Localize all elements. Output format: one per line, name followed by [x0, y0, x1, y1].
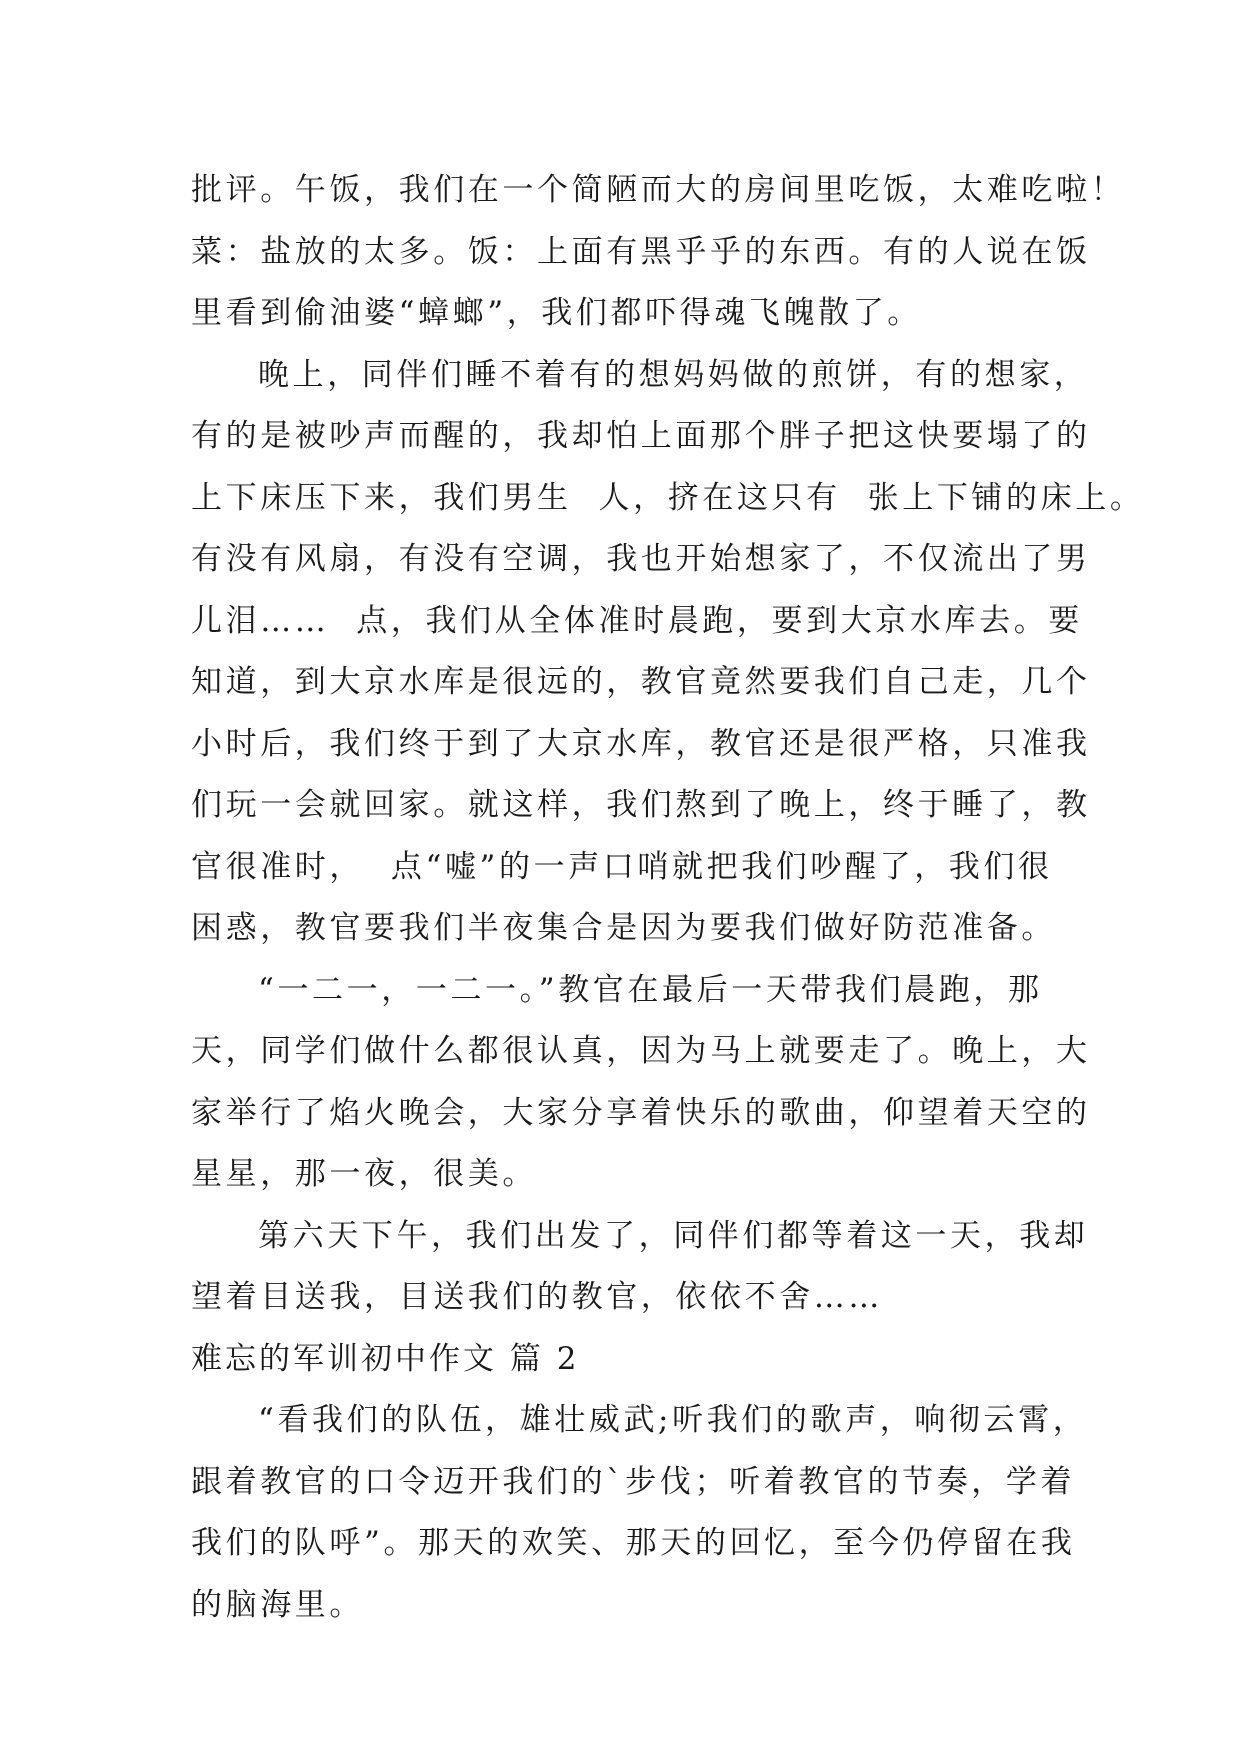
text-line: 的脑海里。: [191, 1586, 364, 1623]
text-line: 上下床压下来，我们男生 人，挤在这只有 张上下铺的床上。: [191, 479, 1145, 516]
text-line: 有没有风扇，有没有空调，我也开始想家了，不仅流出了男: [191, 541, 1091, 577]
text-line: 官很准时， 点“嘘”的一声口哨就把我们吵醒了，我们很: [191, 848, 1053, 885]
text-line: 星星，那一夜，很美。: [191, 1156, 537, 1192]
paragraph-first-line: 第六天下午，我们出发了，同伴们都等着这一天，我却: [258, 1217, 1089, 1254]
text-line: 跟着教官的口令迈开我们的`步伐；听着教官的节奏，学着: [191, 1463, 1076, 1500]
text-line: 我们的队呼”。那天的欢笑、那天的回忆，至今仍停留在我: [191, 1525, 1076, 1561]
text-line: 批评。午饭，我们在一个简陋而大的房间里吃饭，太难吃啦！: [191, 172, 1126, 208]
section-heading: 难忘的军训初中作文 篇 2: [191, 1340, 580, 1377]
paragraph-first-line: “看我们的队伍，雄壮威武;听我们的歌声，响彻云霄，: [258, 1402, 1088, 1438]
text-line: 知道，到大京水库是很远的，教官竟然要我们自己走，几个: [191, 664, 1091, 700]
text-line: 儿泪…… 点，我们从全体准时晨跑，要到大京水库去。要: [191, 602, 1083, 639]
text-line: 天，同学们做什么都很认真，因为马上就要走了。晚上，大: [191, 1033, 1091, 1069]
text-line: 菜：盐放的太多。饭：上面有黑乎乎的东西。有的人说在饭: [191, 233, 1091, 270]
text-line: 家举行了焰火晚会，大家分享着快乐的歌曲，仰望着天空的: [191, 1094, 1091, 1131]
paragraph-first-line: 晚上，同伴们睡不着有的想妈妈做的煎饼，有的想家，: [258, 356, 1089, 393]
text-line: 们玩一会就回家。就这样，我们熬到了晚上，终于睡了，教: [191, 787, 1091, 823]
document-body: [191, 160, 1145, 1636]
text-line: 里看到偷油婆“蟑螂”，我们都吓得魂飞魄散了。: [191, 295, 922, 331]
paragraph-first-line: “一二一，一二一。”教官在最后一天带我们晨跑，那: [258, 971, 1043, 1008]
text-line: 小时后，我们终于到了大京水库，教官还是很严格，只准我: [191, 725, 1091, 762]
text-line: 有的是被吵声而醒的，我却怕上面那个胖子把这快要塌了的: [191, 418, 1091, 454]
text-line: 困惑，教官要我们半夜集合是因为要我们做好防范准备。: [191, 910, 1056, 946]
text-line: 望着目送我，目送我们的教官，依依不舍……: [191, 1279, 883, 1315]
